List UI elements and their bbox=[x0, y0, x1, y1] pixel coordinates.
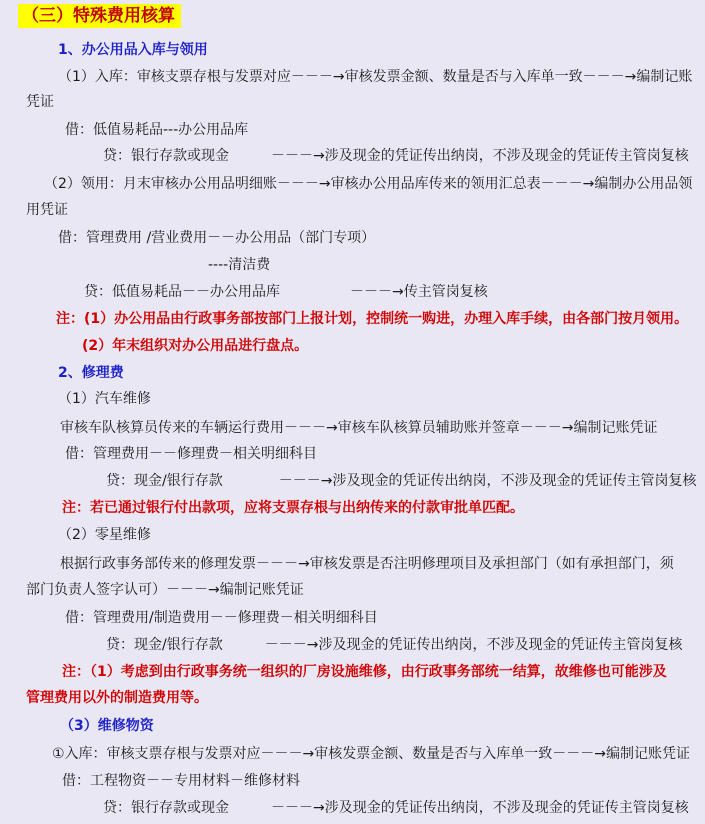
office-issue-credit: 贷：低值易耗品－－办公用品库 －－－→传主管岗复核 bbox=[84, 284, 488, 300]
heading-repair-materials: （3）维修物资 bbox=[60, 718, 154, 734]
materials-intake-debit: 借：工程物资－－专用材料－维修材料 bbox=[62, 773, 300, 789]
office-issue-line: （2）领用：月末审核办公用品明细账－－－→审核办公用品库传来的领用汇总表－－－→编制办公用品领 bbox=[44, 176, 693, 192]
materials-intake-credit: 贷：银行存款或现金 －－－→涉及现金的凭证传出纳岗，不涉及现金的凭证传主管岗复核 bbox=[103, 800, 689, 816]
repair-vehicle-line: 审核车队核算员传来的车辆运行费用－－－→审核车队核算员辅助账并签章－－－→编制记账凭证 bbox=[60, 420, 658, 436]
office-issue-debit-sub: ----清洁费 bbox=[208, 257, 271, 273]
repair-vehicle-debit: 借：管理费用－－修理费－相关明细科目 bbox=[65, 446, 317, 462]
repair-minor-line-cont: 部门负责人签字认可）－－－→编制记账凭证 bbox=[26, 582, 304, 598]
office-issue-debit: 借：管理费用 /营业费用－－办公用品（部门专项） bbox=[58, 230, 376, 246]
materials-intake-line: ①入库：审核支票存根与发票对应－－－→审核发票金额、数量是否与入库单一致－－－→编制记账凭证 bbox=[52, 746, 691, 762]
office-intake-debit: 借：低值易耗品---办公用品库 bbox=[65, 122, 249, 138]
repair-minor-subheading: （2）零星维修 bbox=[58, 527, 151, 543]
office-intake-line: （1）入库：审核支票存根与发票对应－－－→审核发票金额、数量是否与入库单一致－－－→编制记账 bbox=[58, 69, 693, 85]
section-title: （三）特殊费用核算 bbox=[18, 4, 181, 28]
office-issue-line-cont: 用凭证 bbox=[26, 202, 68, 218]
heading-repair-costs: 2、修理费 bbox=[58, 365, 124, 381]
repair-minor-line: 根据行政事务部传来的修理发票－－－→审核发票是否注明修理项目及承担部门（如有承担部门，须 bbox=[60, 556, 674, 572]
repair-minor-note: 注：（1）考虑到由行政事务统一组织的厂房设施维修，由行政事务部统一结算，故维修也可能涉及 bbox=[62, 664, 667, 680]
office-note-1: 注：(1）办公用品由行政事务部按部门上报计划，控制统一购进，办理入库手续，由各部门按月领用。 bbox=[56, 311, 689, 327]
office-intake-credit: 贷：银行存款或现金 －－－→涉及现金的凭证传出纳岗，不涉及现金的凭证传主管岗复核 bbox=[103, 148, 689, 164]
heading-office-supplies: 1、办公用品入库与领用 bbox=[58, 42, 208, 58]
repair-vehicle-note: 注：若已通过银行付出款项，应将支票存根与出纳传来的付款审批单匹配。 bbox=[62, 500, 524, 516]
repair-minor-credit: 贷：现金/银行存款 －－－→涉及现金的凭证传出纳岗，不涉及现金的凭证传主管岗复核 bbox=[106, 637, 683, 653]
repair-minor-note-cont: 管理费用以外的制造费用等。 bbox=[26, 690, 208, 706]
repair-vehicle-credit: 贷：现金/银行存款 －－－→涉及现金的凭证传出纳岗，不涉及现金的凭证传主管岗复核 bbox=[106, 473, 697, 489]
repair-vehicle-subheading: （1）汽车维修 bbox=[58, 391, 151, 407]
repair-minor-debit: 借：管理费用/制造费用－－修理费－相关明细科目 bbox=[65, 610, 378, 626]
office-note-2: (2）年末组织对办公用品进行盘点。 bbox=[82, 338, 309, 354]
office-intake-line-cont: 凭证 bbox=[26, 94, 54, 110]
